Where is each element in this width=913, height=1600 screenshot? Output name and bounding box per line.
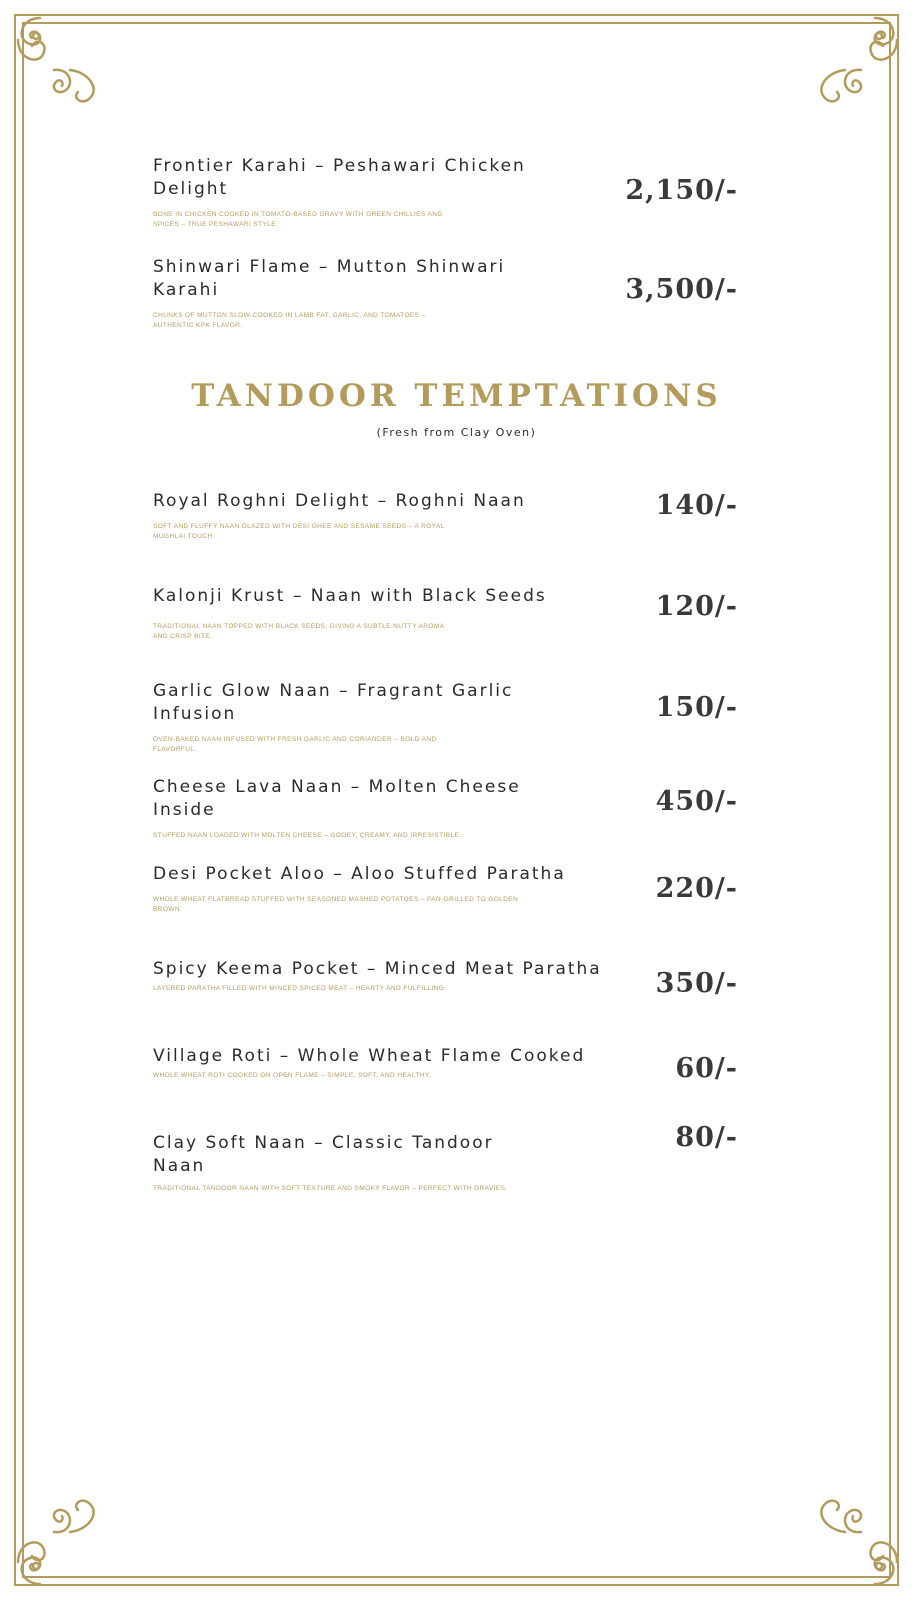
menu-item	[153, 680, 738, 754]
menu-item	[153, 958, 738, 999]
item-price: 350/-	[655, 968, 738, 999]
menu-item	[153, 155, 738, 229]
item-name: Clay Soft Naan – Classic Tandoor Naan	[153, 1133, 494, 1176]
item-name: Frontier Karahi – Peshawari Chicken Delight	[153, 156, 526, 199]
item-price: 450/-	[655, 786, 738, 817]
item-description: OVEN-BAKED NAAN INFUSED WITH FRESH GARLIC AND CORIANDER – BOLD AND FLAVORFUL.	[153, 736, 437, 753]
swirl-ornament-icon	[10, 10, 106, 106]
item-description: WHOLE WHEAT ROTI COOKED ON OPEN FLAME – SIMPLE, SOFT, AND HEALTHY.	[153, 1072, 432, 1079]
item-description: BONE IN CHICKEN COOKED IN TOMATO-BASED GRAVY WITH GREEN CHILLIES AND SPICES – TRUE PESHAWARI STYLE.	[153, 211, 443, 228]
menu-item	[153, 490, 738, 541]
item-description: SOFT AND FLUFFY NAAN GLAZED WITH DESI GHEE AND SESAME SEEDS – A ROYAL MUGHLAI TOUCH.	[153, 523, 445, 540]
item-price: 220/-	[655, 873, 738, 904]
item-price: 2,150/-	[625, 175, 738, 206]
item-price: 60/-	[675, 1053, 738, 1084]
item-price: 140/-	[655, 490, 738, 521]
item-description: WHOLE WHEAT FLATBREAD STUFFED WITH SEASONED MASHED POTATOES – PAN-GRILLED TO GOLDEN BROWN.	[153, 896, 519, 913]
section-title: TANDOOR TEMPTATIONS	[191, 378, 722, 414]
item-description: TRADITIONAL NAAN TOPPED WITH BLACK SEEDS, GIVING A SUBTLE NUTTY AROMA AND CRISP BITE.	[153, 623, 445, 640]
item-name: Desi Pocket Aloo – Aloo Stuffed Paratha	[153, 864, 566, 884]
menu-item	[153, 776, 738, 841]
item-description: LAYERED PARATHA FILLED WITH MINCED SPICED MEAT – HEARTY AND FULFILLING.	[153, 985, 447, 992]
swirl-ornament-icon	[809, 1496, 905, 1592]
menu-item	[153, 256, 738, 330]
menu-item	[153, 585, 738, 641]
item-name: Royal Roghni Delight – Roghni Naan	[153, 491, 526, 511]
item-price: 150/-	[655, 692, 738, 723]
item-name: Garlic Glow Naan – Fragrant Garlic Infusion	[153, 681, 514, 724]
swirl-ornament-icon	[809, 10, 905, 106]
item-name: Spicy Keema Pocket – Minced Meat Paratha	[153, 959, 602, 979]
section-subtitle: (Fresh from Clay Oven)	[376, 426, 537, 439]
item-price: 3,500/-	[625, 274, 738, 305]
item-description: TRADITIONAL TANDOOR NAAN WITH SOFT TEXTURE AND SMOKY FLAVOR – PERFECT WITH GRAVIES.	[153, 1185, 508, 1192]
item-description: STUFFED NAAN LOADED WITH MOLTEN CHEESE – GOOEY, CREAMY, AND IRRESISTIBLE.	[153, 832, 462, 839]
item-price: 80/-	[675, 1122, 738, 1153]
item-name: Shinwari Flame – Mutton Shinwari Karahi	[153, 257, 506, 300]
item-name: Cheese Lava Naan – Molten Cheese Inside	[153, 777, 521, 820]
item-price: 120/-	[655, 591, 738, 622]
menu-item	[153, 863, 738, 914]
menu-item	[153, 1045, 738, 1084]
item-name: Village Roti – Whole Wheat Flame Cooked	[153, 1046, 586, 1066]
menu-item	[153, 1122, 738, 1194]
swirl-ornament-icon	[10, 1496, 106, 1592]
item-name: Kalonji Krust – Naan with Black Seeds	[153, 586, 547, 606]
item-description: CHUNKS OF MUTTON SLOW-COOKED IN LAMB FAT, GARLIC, AND TOMATOES – AUTHENTIC KPK FLAVOR.	[153, 312, 426, 329]
